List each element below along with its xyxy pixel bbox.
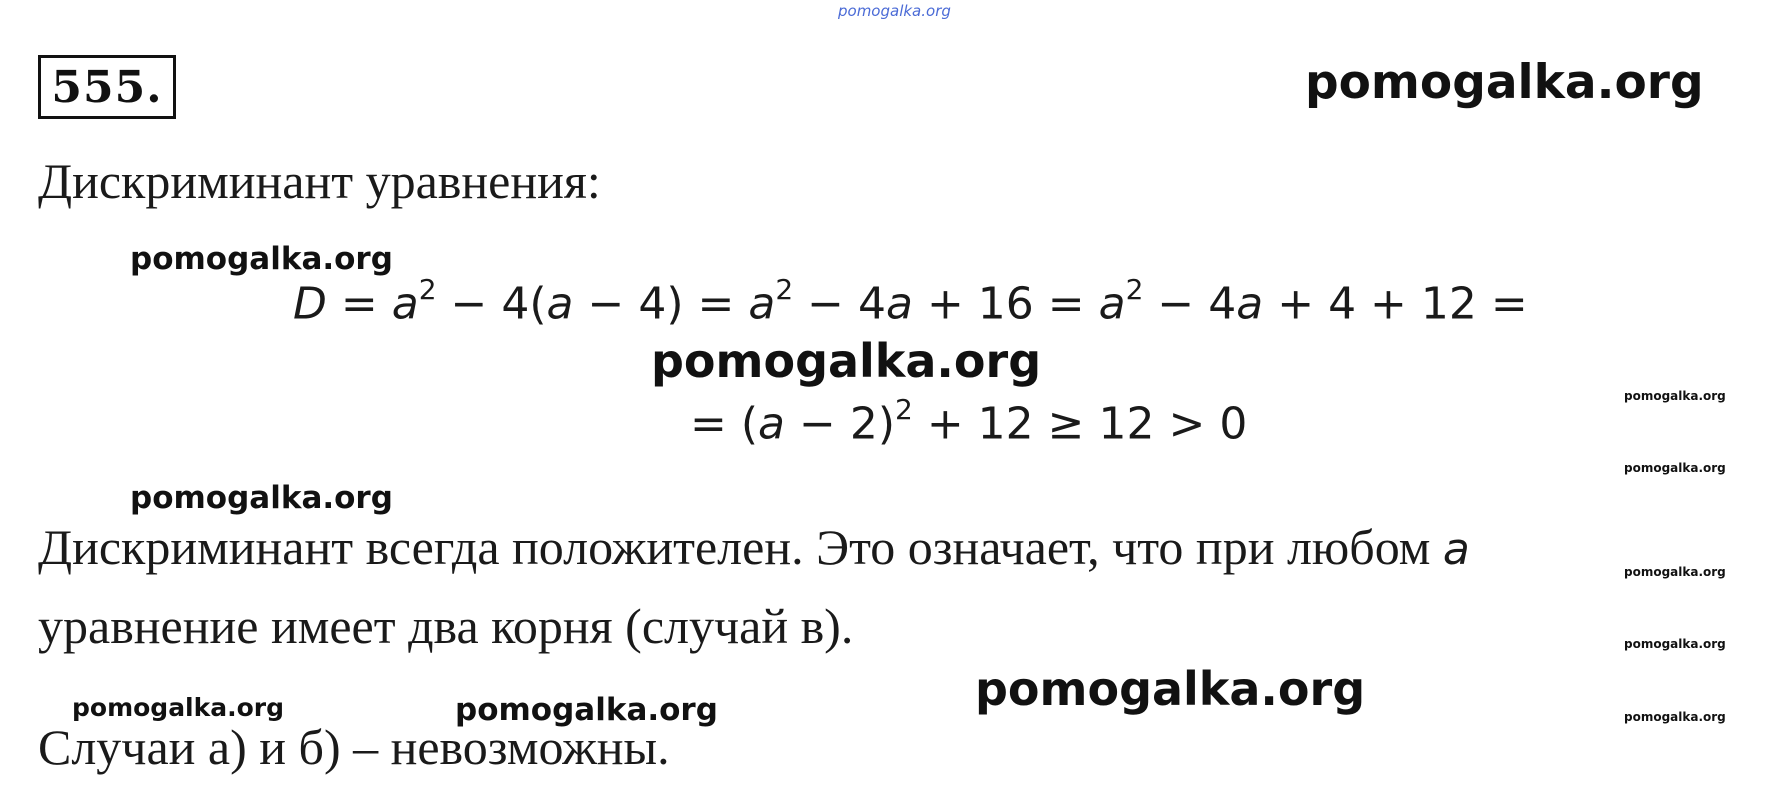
conclusion-variable: a bbox=[1442, 524, 1470, 575]
watermark-tiny-2: pomogalka.org bbox=[1624, 461, 1726, 475]
intro-text: Дискриминант уравнения: bbox=[38, 153, 601, 209]
watermark-center-2: pomogalka.org bbox=[455, 692, 718, 728]
watermark-tiny-1: pomogalka.org bbox=[1624, 389, 1726, 403]
watermark-left-2: pomogalka.org bbox=[130, 480, 393, 516]
watermark-center-1: pomogalka.org bbox=[651, 334, 1042, 388]
watermark-left-1: pomogalka.org bbox=[130, 241, 393, 277]
problem-number: 555. bbox=[38, 55, 176, 119]
watermark-tiny-5: pomogalka.org bbox=[1624, 710, 1726, 724]
conclusion-text-1 bbox=[38, 518, 1470, 576]
watermark-center-3: pomogalka.org bbox=[975, 662, 1366, 716]
watermark-tiny-3: pomogalka.org bbox=[1624, 565, 1726, 579]
equation-line-1: $D = a^2 - 4(a - 4) = a^2 - 4a + 16 = a^2 - 4a + 4 + 12$ = bbox=[293, 273, 1528, 330]
watermark-top: pomogalka.org bbox=[838, 2, 951, 20]
watermark-large-top-right: pomogalka.org bbox=[1305, 55, 1704, 110]
conclusion-text-1-main: Дискриминант всегда положителен. Это означает, что при любом bbox=[38, 519, 1431, 575]
final-text: Случаи а) и б) – невозможны. bbox=[38, 719, 670, 775]
watermark-left-3: pomogalka.org bbox=[72, 693, 285, 722]
conclusion-text-2: уравнение имеет два корня (случай в). bbox=[38, 598, 854, 654]
equation-line-2: = $(a - 2)^2 + 12 \ge 12 > 0$ bbox=[690, 393, 1248, 450]
watermark-tiny-4: pomogalka.org bbox=[1624, 637, 1726, 651]
